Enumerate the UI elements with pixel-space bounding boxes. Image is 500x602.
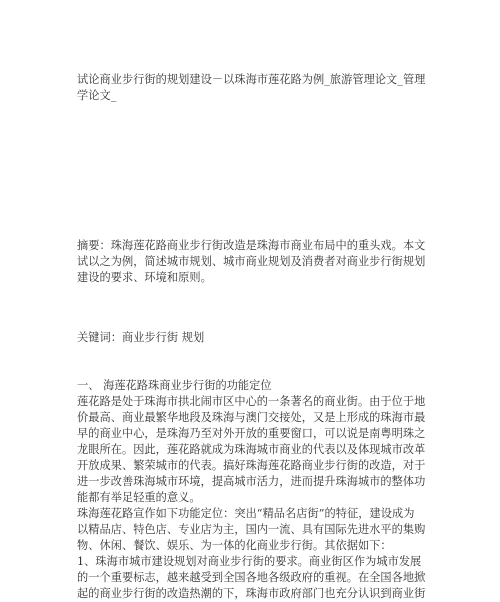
body-line: 物、休闲、餐饮、娱乐、为一体的化商业步行街。其依据如下： xyxy=(77,539,392,552)
title-line: 学论文_ xyxy=(77,89,117,102)
body-line: 早的商业中心，是珠海乃至对外开放的重要窗口，可以说是南粤明珠之 xyxy=(77,427,426,440)
body-line: 能都有举足轻重的意义。 xyxy=(77,491,201,504)
body-line: 开放成果、繁荣城市的代表。搞好珠海莲花路商业步行街的改造，对于 xyxy=(77,459,426,472)
body-line: 龙眼所在。因此，莲花路就成为珠海城市商业的代表以及体现城市改革 xyxy=(77,443,426,456)
document-title xyxy=(77,72,429,104)
body-line: 进一步改善珠海城市环境，提高城市活力，进而提升珠海城市的整体功 xyxy=(77,475,426,488)
keywords-text: 关键词：商业步行街 规划 xyxy=(77,331,205,344)
abstract-line: 建设的要求、环境和原则。 xyxy=(77,271,212,284)
section-heading: 一、 海莲花路珠商业步行街的功能定位 xyxy=(77,379,272,392)
body-section xyxy=(77,378,429,602)
title-line: 试论商业步行街的规划建设－以珠海市莲花路为例_旅游管理论文_管理 xyxy=(77,73,426,86)
body-line: 起的商业步行街的改造热潮的下，珠海市政府部门也充分认识到商业街 xyxy=(77,587,426,600)
body-line: 1、珠海市城市建设规划对商业步行街的要求。商业街区作为城市发展 xyxy=(77,555,422,568)
body-line: 的一个重要标志，越来越受到全国各地各级政府的重视。在全国各地掀 xyxy=(77,571,426,584)
body-line: 以精品店、特色店、专业店为主，国内一流、具有国际先进水平的集购 xyxy=(77,523,426,536)
abstract-paragraph xyxy=(77,238,429,286)
body-line: 价最高、商业最繁华地段及珠海与澳门交接处，又是上形成的珠海市最 xyxy=(77,411,426,424)
abstract-line: 摘要：珠海莲花路商业步行街改造是珠海市商业布局中的重头戏。本文 xyxy=(77,239,426,252)
abstract-line: 试以之为例，简述城市规划、城市商业规划及消费者对商业步行街规划 xyxy=(77,255,426,268)
keywords-line xyxy=(77,330,429,346)
body-line: 珠海莲花路宣作如下功能定位：突出“精品名店街”的特征，建设成为 xyxy=(77,507,415,520)
body-line: 莲花路是处于珠海市拱北闹市区中心的一条著名的商业街。由于位于地 xyxy=(77,395,426,408)
